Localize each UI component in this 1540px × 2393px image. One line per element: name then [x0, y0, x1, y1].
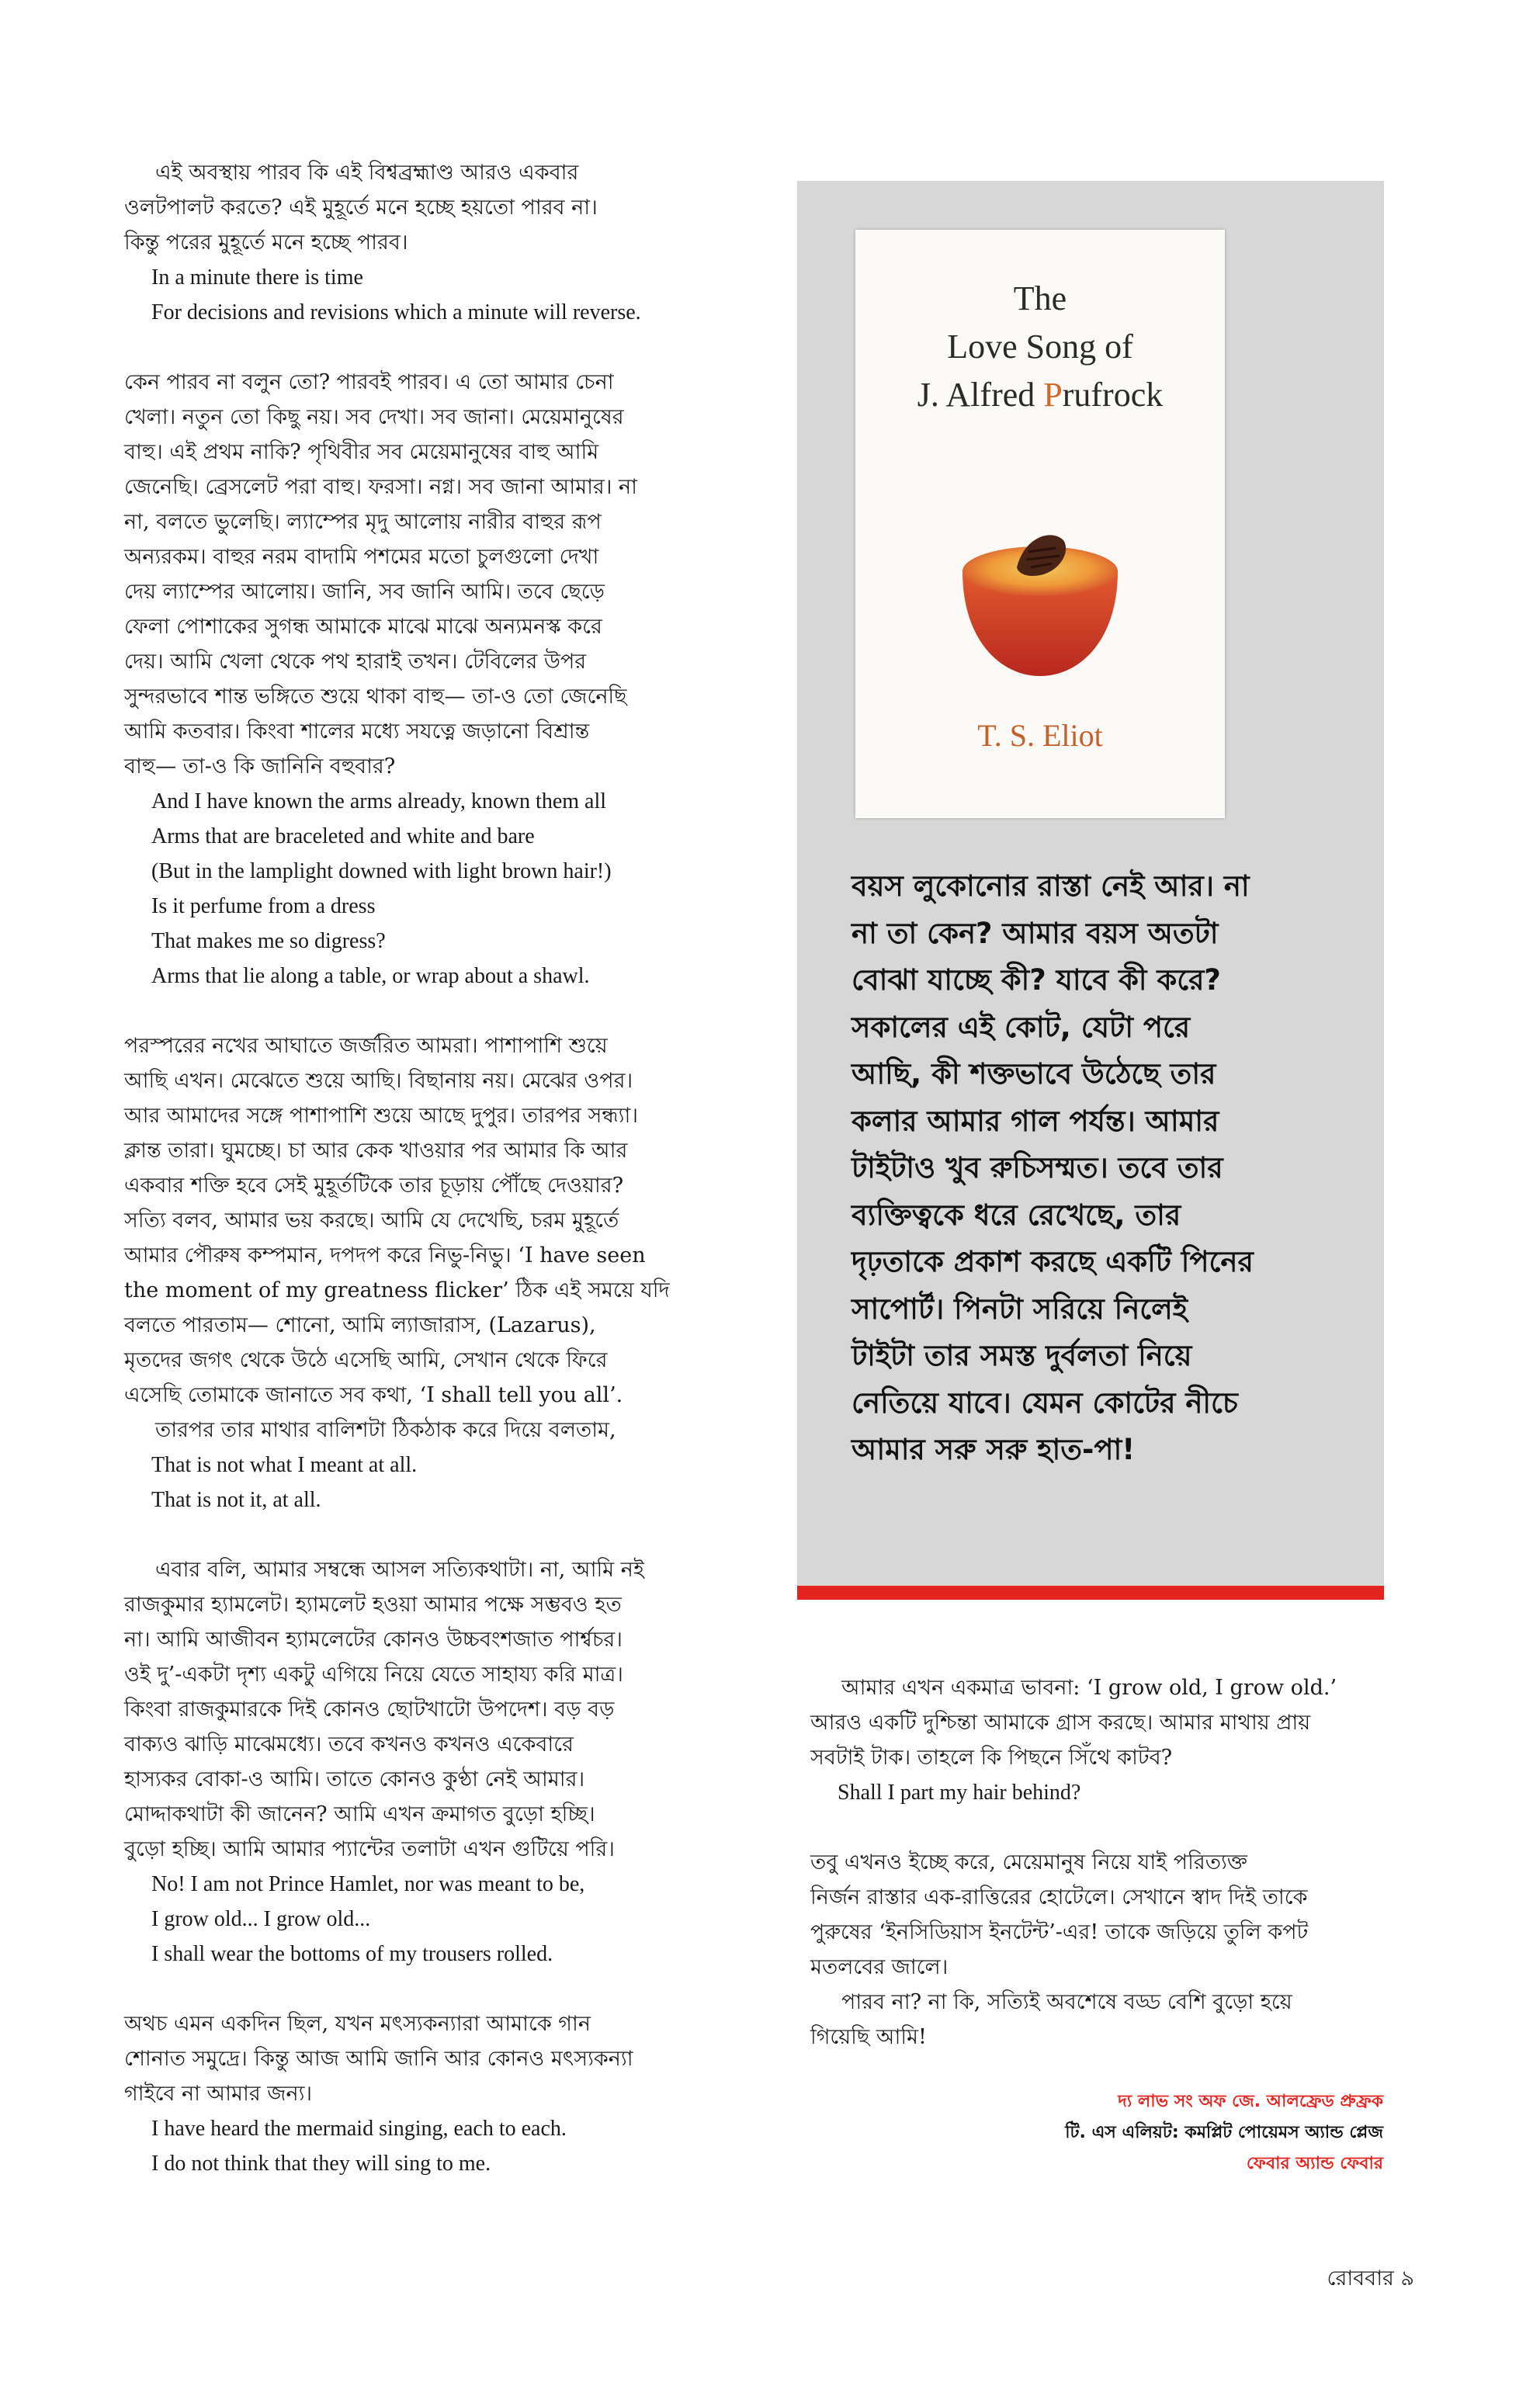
- peach-image: [955, 525, 1126, 680]
- bn-line: বলতে পারতাম— শোনো, আমি ল্যাজারাস, (Lazarus),: [124, 1313, 596, 1337]
- bn-line: শোনাত সমুদ্রে। কিন্তু আজ আমি জানি আর কোনও মৎস্যকন্যা: [124, 2047, 633, 2071]
- section-4: [124, 1552, 730, 1972]
- bn-line: পুরুষের ‘ইনসিডিয়াস ইনটেন্ট’-এর! তাকে জড়িয়ে তুলি কপট: [810, 1920, 1309, 1944]
- en-line: No! I am not Prince Hamlet, nor was meant to be,: [151, 1872, 585, 1896]
- en-line: Arms that lie along a table, or wrap about a shawl.: [151, 964, 590, 988]
- bn-line: মতলবের জালে।: [810, 1955, 949, 1979]
- en-line: I have heard the mermaid singing, each to each.: [151, 2117, 567, 2141]
- cover-title: [855, 275, 1225, 419]
- cover-title-accent-letter: P: [1043, 376, 1063, 414]
- cover-title-line: [855, 371, 1225, 419]
- section-3: [124, 1028, 730, 1517]
- bn-line: না, বলতে ভুলেছি। ল্যাম্পের মৃদু আলোয় নারীর বাহুর রূপ: [124, 510, 602, 534]
- bn-line: আর আমাদের সঙ্গে পাশাপাশি শুয়ে আছে দুপুর। তারপর সন্ধ্যা।: [124, 1104, 638, 1128]
- bn-line: গাইবে না আমার জন্য।: [124, 2082, 313, 2106]
- bn-line: গিয়েছি আমি!: [810, 2025, 927, 2049]
- bn-line: বাহু। এই প্রথম নাকি? পৃথিবীর সব মেয়েমানুষের বাহু আমি: [124, 440, 599, 464]
- en-line: That is not what I meant at all.: [151, 1453, 418, 1477]
- bn-line: সত্যি বলব, আমার ভয় করছে। আমি যে দেখেছি, চরম মুহূর্তে: [124, 1209, 619, 1233]
- page-footer: রোববার ৯: [1327, 2266, 1414, 2291]
- bn-line: বাক্যও ঝাড়ি মাঝেমধ্যে। তবে কখনও কখনও একেবারে: [124, 1732, 574, 1757]
- en-line: (But in the lamplight downed with light brown hair!): [151, 859, 612, 883]
- bn-line: সুন্দরভাবে শান্ত ভঙ্গিতে শুয়ে থাকা বাহু— তা-ও তো জেনেছি: [124, 685, 627, 709]
- pull-quote-line: বয়স লুকোনোর রাস্তা নেই আর। না: [852, 869, 1250, 903]
- bn-line: রাজকুমার হ্যামলেট। হ্যামলেট হওয়া আমার পক্ষে সম্ভবও হত: [124, 1593, 622, 1617]
- bn-line: ফেলা পোশাকের সুগন্ধ আমাকে মাঝে মাঝে অন্যমনস্ক করে: [124, 615, 602, 639]
- english-verse: [124, 2111, 730, 2181]
- section-5: [124, 2006, 730, 2181]
- section-2: [124, 365, 730, 994]
- bn-line: হাস্যকর বোকা-ও আমি। তাতে কোনও কুণ্ঠা নেই আমার।: [124, 1767, 585, 1791]
- bn-line: খেলা। নতুন তো কিছু নয়। সব দেখা। সব জানা। মেয়েমানুষের: [124, 405, 624, 429]
- english-verse: [124, 784, 730, 994]
- bn-line: এবার বলি, আমার সম্বন্ধে আসল সত্যিকথাটা। না, আমি নই: [155, 1558, 644, 1582]
- bn-line: আরও একটি দুশ্চিন্তা আমাকে গ্রাস করছে। আমার মাথায় প্রায়: [810, 1711, 1311, 1735]
- english-verse: [124, 260, 730, 330]
- bn-line: দেয়। আমি খেলা থেকে পথ হারাই তখন। টেবিলের উপর: [124, 650, 587, 674]
- pull-quote: [852, 863, 1348, 1474]
- english-verse: [124, 1448, 730, 1517]
- bn-line: পারব না? না কি, সত্যিই অবশেষে বড্ড বেশি বুড়ো হয়ে: [841, 1990, 1292, 2014]
- bn-line: মৃতদের জগৎ থেকে উঠে এসেছি আমি, সেখান থেকে ফিরে: [124, 1348, 608, 1372]
- source-credits: [1065, 2086, 1383, 2180]
- bn-line: তবু এখনও ইচ্ছে করে, মেয়েমানুষ নিয়ে যাই পরিত্যক্ত: [810, 1850, 1248, 1875]
- en-line: Shall I part my hair behind?: [838, 1781, 1081, 1805]
- pull-quote-line: সাপোর্ট। পিনটা সরিয়ে নিলেই: [852, 1292, 1188, 1326]
- bn-line: আমার এখন একমাত্র ভাবনা: ‘I grow old, I grow old.’: [841, 1676, 1337, 1700]
- bn-line: সবটাই টাক। তাহলে কি পিছনে সিঁথে কাটব?: [810, 1746, 1173, 1770]
- left-column: [124, 155, 730, 2181]
- pull-quote-line: না তা কেন? আমার বয়স অতটা: [852, 916, 1219, 950]
- bn-line: তারপর তার মাথার বালিশটা ঠিকঠাক করে দিয়ে বলতাম,: [155, 1418, 616, 1442]
- bn-line: কেন পারব না বলুন তো? পারবই পারব। এ তো আমার চেনা: [124, 370, 614, 394]
- section-1: [124, 155, 730, 330]
- en-line: Arms that are braceleted and white and bare: [151, 824, 535, 848]
- en-line: That makes me so digress?: [151, 929, 386, 953]
- bn-line: নির্জন রাস্তার এক-রাত্তিরের হোটেলে। সেখানে স্বাদ দিই তাকে: [810, 1885, 1308, 1909]
- bn-line: বুড়ো হচ্ছি। আমি আমার প্যান্টের তলাটা এখন গুটিয়ে পরি।: [124, 1837, 615, 1861]
- bn-line: এসেছি তোমাকে জানাতে সব কথা, ‘I shall tell you all’.: [124, 1383, 623, 1407]
- pull-quote-line: সকালের এই কোট, যেটা পরে: [852, 1010, 1191, 1044]
- en-line: For decisions and revisions which a minute will reverse.: [151, 300, 641, 324]
- bn-line: আছি এখন। মেঝেতে শুয়ে আছি। বিছানায় নয়। মেঝের ওপর।: [124, 1069, 633, 1093]
- bn-line: ওলটপালট করতে? এই মুহূর্তে মনে হচ্ছে হয়তো পারব না।: [124, 196, 598, 220]
- sidebar-red-rule: [797, 1586, 1384, 1600]
- right-column: [810, 1670, 1385, 2055]
- bn-line: ক্লান্ত তারা। ঘুমচ্ছে। চা আর কেক খাওয়ার পর আমার কি আর: [124, 1139, 628, 1163]
- book-cover: [855, 230, 1225, 818]
- pull-quote-line: কলার আমার গাল পর্যন্ত। আমার: [852, 1104, 1219, 1138]
- pull-quote-line: বোঝা যাচ্ছে কী? যাবে কী করে?: [852, 963, 1221, 997]
- bn-line: কিংবা রাজকুমারকে দিই কোনও ছোটখাটো উপদেশ। বড় বড়: [124, 1698, 615, 1722]
- bn-line: অথচ এমন একদিন ছিল, যখন মৎস্যকন্যারা আমাকে গান: [124, 2012, 591, 2036]
- cover-title-part: J. Alfred: [917, 376, 1044, 414]
- en-line: I grow old... I grow old...: [151, 1907, 371, 1931]
- pull-quote-line: আমার সরু সরু হাত-পা!: [852, 1433, 1136, 1466]
- bn-line: বাহু— তা-ও কি জানিনি বহুবার?: [124, 754, 396, 779]
- pull-quote-line: টাইটাও খুব রুচিসম্মত। তবে তার: [852, 1151, 1223, 1184]
- pull-quote-line: আছি, কী শক্তভাবে উঠেছে তার: [852, 1057, 1216, 1091]
- cover-title-line: The: [1013, 279, 1067, 317]
- bn-line: আমার পৌরুষ কম্পমান, দপদপ করে নিভু-নিভু। ‘I have seen: [124, 1243, 646, 1268]
- bn-line: দেয় ল্যাম্পের আলোয়। জানি, সব জানি আমি। তবে ছেড়ে: [124, 580, 605, 604]
- bn-line: ওই দু’-একটা দৃশ্য একটু এগিয়ে নিয়ে যেতে সাহায্য করি মাত্র।: [124, 1663, 623, 1687]
- en-line: And I have known the arms already, known them all: [151, 789, 607, 813]
- bn-line: জেনেছি। ব্রেসলেট পরা বাহু। ফরসা। নগ্ন। সব জানা আমার। না: [124, 475, 637, 499]
- credit-publisher: ফেবার অ্যান্ড ফেবার: [1246, 2154, 1383, 2173]
- bn-line: অন্যরকম। বাহুর নরম বাদামি পশমের মতো চুলগুলো দেখা: [124, 545, 599, 569]
- bn-line: মোদ্দাকথাটা কী জানেন? আমি এখন ক্রমাগত বুড়ো হচ্ছি।: [124, 1802, 595, 1826]
- bn-line: পরস্পরের নখের আঘাতে জর্জরিত আমরা। পাশাপাশি শুয়ে: [124, 1034, 608, 1058]
- en-line: In a minute there is time: [151, 265, 363, 290]
- cover-author: T. S. Eliot: [977, 718, 1103, 753]
- pull-quote-line: ব্যক্তিত্বকে ধরে রেখেছে, তার: [852, 1198, 1181, 1232]
- credit-title: দ্য লাভ সং অফ জে. আলফ্রেড প্রুফ্রক: [1118, 2092, 1383, 2111]
- pull-quote-line: টাইটা তার সমস্ত দুর্বলতা নিয়ে: [852, 1339, 1192, 1372]
- en-line: I shall wear the bottoms of my trousers rolled.: [151, 1942, 553, 1966]
- bn-line: কিন্তু পরের মুহূর্তে মনে হচ্ছে পারব।: [124, 231, 408, 255]
- en-line: I do not think that they will sing to me.: [151, 2152, 491, 2176]
- pull-quote-line: দৃঢ়তাকে প্রকাশ করছে একটি পিনের: [852, 1245, 1254, 1278]
- en-line: Is it perfume from a dress: [151, 894, 376, 918]
- bn-line: একবার শক্তি হবে সেই মুহূর্তটিকে তার চূড়ায় পৌঁছে দেওয়ার?: [124, 1174, 624, 1198]
- en-line: That is not it, at all.: [151, 1488, 321, 1512]
- cover-title-line: Love Song of: [947, 328, 1133, 366]
- bn-line: না। আমি আজীবন হ্যামলেটের কোনও উচ্চবংশজাত পার্শ্বচর।: [124, 1628, 623, 1652]
- english-verse: [124, 1867, 730, 1972]
- bn-line: আমি কতবার। কিংবা শালের মধ্যে সযত্নে জড়ানো বিশ্রান্ত: [124, 720, 590, 744]
- cover-title-part: rufrock: [1062, 376, 1164, 414]
- bn-line: the moment of my greatness flicker’ ঠিক এই সময়ে যদি: [124, 1278, 670, 1302]
- pull-quote-line: নেতিয়ে যাবে। যেমন কোটের নীচে: [852, 1386, 1238, 1420]
- credit-book: টি. এস এলিয়ট: কমপ্লিট পোয়েমস অ্যান্ড প্লেজ: [1065, 2123, 1383, 2142]
- bn-line: এই অবস্থায় পারব কি এই বিশ্বব্রহ্মাণ্ড আরও একবার: [155, 161, 579, 185]
- english-verse: [810, 1775, 1385, 1810]
